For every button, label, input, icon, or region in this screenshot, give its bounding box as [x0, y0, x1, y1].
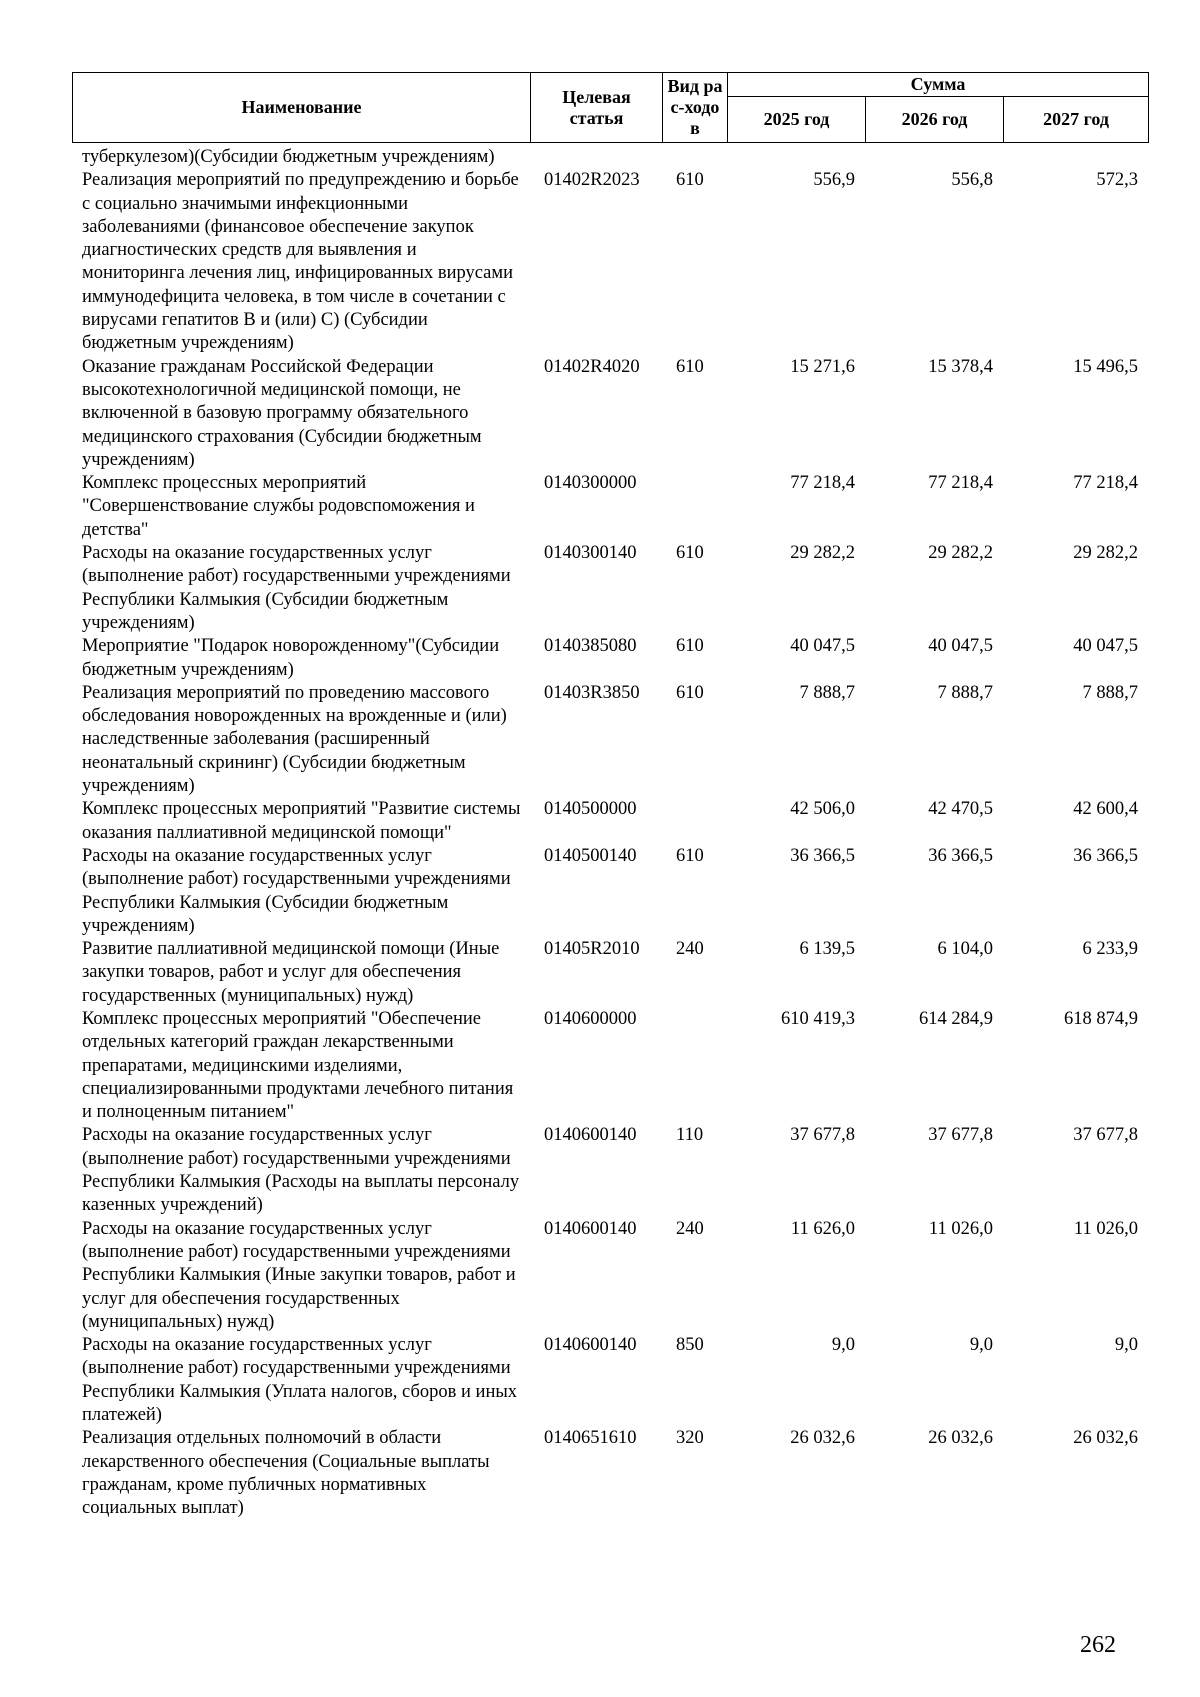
row-value-2025: 9,0 [831, 1335, 855, 1356]
row-name: Расходы на оказание государственных услуг (выполнение работ) государственными учреждениями Республики Калмыкия (Расходы на выплаты персоналу казенных учреждений) [82, 1125, 520, 1216]
header-sum: Сумма [728, 73, 1149, 97]
row-target-code: 0140600140 [544, 1218, 637, 1239]
row-target-code: 0140300000 [544, 473, 637, 494]
row-target-code: 0140600140 [544, 1125, 637, 1146]
row-expense-type: 240 [676, 939, 704, 960]
row-value-2026: 556,8 [951, 170, 993, 191]
row-name: Мероприятие "Подарок новорожденному"(Субсидии бюджетным учреждениям) [82, 636, 500, 680]
header-name: Наименование [73, 73, 531, 143]
row-target-code: 01405R2010 [544, 939, 640, 960]
table-row [72, 845, 1148, 938]
header-target: Целевая статья [531, 73, 663, 143]
table-row [72, 635, 1148, 682]
header-2025: 2025 год [728, 97, 866, 143]
row-expense-type: 610 [676, 682, 704, 703]
row-value-2027 [1003, 146, 1148, 169]
table-row [72, 1334, 1148, 1427]
row-value-2027: 29 282,2 [1073, 543, 1138, 564]
row-value-2027: 7 888,7 [1082, 682, 1138, 703]
row-value-2025: 37 677,8 [790, 1125, 855, 1146]
row-target-code: 01402R2023 [544, 170, 640, 191]
row-name: Оказание гражданам Российской Федерации высокотехнологичной медицинской помощи, не включенной в базовую программу обязательного медицинского страхования (Субсидии бюджетным учреждениям) [82, 356, 482, 470]
header-2026: 2026 год [866, 97, 1004, 143]
row-name: Расходы на оказание государственных услуг (выполнение работ) государственными учреждениями Республики Калмыкия (Иные закупки товаров, работ и услуг для обеспечения государственных (муниципальных) нужд) [82, 1218, 516, 1332]
row-value-2026: 26 032,6 [928, 1428, 993, 1449]
row-value-2026: 7 888,7 [937, 682, 993, 703]
table-row [72, 798, 1148, 845]
row-expense-type [662, 798, 727, 845]
row-expense-type: 110 [676, 1125, 704, 1146]
row-expense-type [662, 1008, 727, 1124]
row-value-2026: 29 282,2 [928, 543, 993, 564]
row-expense-type: 610 [676, 356, 704, 377]
row-value-2025: 7 888,7 [799, 682, 855, 703]
row-value-2027: 6 233,9 [1082, 939, 1138, 960]
row-value-2027: 36 366,5 [1073, 845, 1138, 866]
row-value-2027: 11 026,0 [1073, 1218, 1138, 1239]
table-row [72, 938, 1148, 1008]
table-row [72, 146, 1148, 169]
row-value-2027: 77 218,4 [1073, 473, 1138, 494]
row-target-code: 01403R3850 [544, 682, 640, 703]
row-value-2027: 572,3 [1096, 170, 1138, 191]
row-expense-type: 610 [676, 543, 704, 564]
table-row [72, 1427, 1148, 1520]
row-value-2025: 29 282,2 [790, 543, 855, 564]
row-target-code: 0140651610 [544, 1428, 637, 1449]
row-value-2027: 15 496,5 [1073, 356, 1138, 377]
row-name: Расходы на оказание государственных услуг (выполнение работ) государственными учреждениями Республики Калмыкия (Уплата налогов, сборов и иных платежей) [82, 1335, 518, 1426]
row-value-2025: 36 366,5 [790, 845, 855, 866]
row-target-code: 0140500140 [544, 845, 637, 866]
row-value-2026: 40 047,5 [928, 636, 993, 657]
row-value-2025: 556,9 [813, 170, 855, 191]
row-value-2026: 77 218,4 [928, 473, 993, 494]
row-expense-type: 240 [676, 1218, 704, 1239]
row-expense-type [662, 146, 727, 169]
row-name: Реализация отдельных полномочий в области лекарственного обеспечения (Социальные выплаты гражданам, кроме публичных нормативных социальных выплат) [82, 1428, 490, 1519]
row-expense-type: 610 [676, 170, 704, 191]
table-body [72, 146, 1148, 1521]
row-expense-type: 610 [676, 636, 704, 657]
row-name: Реализация мероприятий по предупреждению и борьбе с социально значимыми инфекционными заболеваниями (финансовое обеспечение закупок диагностических средств для выявления и мониторинга лечения лиц, инфицированных вирусами иммунодефицита человека, в том числе в сочетании с вирусами гепатитов В и (или) С) (Субсидии бюджетным учреждениям) [82, 170, 519, 354]
row-value-2027: 40 047,5 [1073, 636, 1138, 657]
row-value-2025 [727, 146, 865, 169]
row-name: Расходы на оказание государственных услуг (выполнение работ) государственными учреждениями Республики Калмыкия (Субсидии бюджетным учреждениям) [82, 845, 511, 936]
row-value-2027: 9,0 [1114, 1335, 1138, 1356]
table-row [72, 1124, 1148, 1217]
row-value-2027: 42 600,4 [1073, 799, 1138, 820]
row-target-code: 0140500000 [544, 799, 637, 820]
row-value-2026: 6 104,0 [937, 939, 993, 960]
row-name: Расходы на оказание государственных услуг (выполнение работ) государственными учреждениями Республики Калмыкия (Субсидии бюджетным учреждениям) [82, 543, 511, 633]
table-header [72, 72, 1149, 143]
row-name: Комплекс процессных мероприятий "Обеспечение отдельных категорий граждан лекарственными препаратами, медицинскими изделиями, специализированными продуктами лечебного питания и полноценным питанием" [82, 1008, 514, 1123]
header-2027: 2027 год [1004, 97, 1149, 143]
row-expense-type: 610 [676, 845, 704, 866]
row-value-2026: 37 677,8 [928, 1125, 993, 1146]
row-target-code: 0140600000 [544, 1008, 637, 1029]
row-value-2025: 77 218,4 [790, 473, 855, 494]
table-row [72, 356, 1148, 472]
table-row [72, 542, 1148, 635]
row-name: туберкулезом)(Субсидии бюджетным учреждениям) [82, 147, 495, 167]
row-value-2025: 42 506,0 [790, 799, 855, 820]
row-value-2025: 26 032,6 [790, 1428, 855, 1449]
row-target-code: 0140300140 [544, 543, 637, 564]
row-expense-type: 850 [676, 1335, 704, 1356]
row-target-code: 01402R4020 [544, 356, 640, 377]
row-value-2025: 11 626,0 [790, 1218, 855, 1239]
row-expense-type: 320 [676, 1428, 704, 1449]
row-value-2026: 36 366,5 [928, 845, 993, 866]
table-row [72, 472, 1148, 542]
budget-table [72, 146, 1148, 1521]
row-name: Комплекс процессных мероприятий "Совершенствование службы родовспоможения и детства" [82, 473, 475, 540]
row-value-2026: 9,0 [969, 1335, 993, 1356]
page-number: 262 [1080, 1632, 1116, 1658]
row-value-2027: 37 677,8 [1073, 1125, 1138, 1146]
row-value-2026 [865, 146, 1003, 169]
table-row [72, 169, 1148, 355]
row-target-code [530, 146, 662, 169]
row-value-2027: 618 874,9 [1064, 1008, 1138, 1029]
row-target-code: 0140385080 [544, 636, 637, 657]
header-kind: Вид рас-ходов [663, 73, 728, 143]
row-value-2025: 610 419,3 [781, 1008, 855, 1029]
row-value-2026: 42 470,5 [928, 799, 993, 820]
table-row [72, 1218, 1148, 1334]
row-expense-type [662, 472, 727, 542]
row-name: Реализация мероприятий по проведению массового обследования новорожденных на врожденные и (или) наследственные заболевания (расширенный неонатальный скрининг) (Субсидии бюджетным учреждениям) [82, 682, 507, 797]
row-value-2027: 26 032,6 [1073, 1428, 1138, 1449]
row-value-2026: 614 284,9 [919, 1008, 993, 1029]
table-row [72, 1008, 1148, 1124]
row-value-2025: 6 139,5 [799, 939, 855, 960]
row-value-2026: 11 026,0 [928, 1218, 993, 1239]
row-name: Комплекс процессных мероприятий "Развитие системы оказания паллиативной медицинской помощи" [82, 799, 521, 843]
row-target-code: 0140600140 [544, 1335, 637, 1356]
row-value-2025: 15 271,6 [790, 356, 855, 377]
row-value-2026: 15 378,4 [928, 356, 993, 377]
row-value-2025: 40 047,5 [790, 636, 855, 657]
table-row [72, 682, 1148, 798]
row-name: Развитие паллиативной медицинской помощи (Иные закупки товаров, работ и услуг для обеспечения государственных (муниципальных) нужд) [82, 939, 500, 1006]
